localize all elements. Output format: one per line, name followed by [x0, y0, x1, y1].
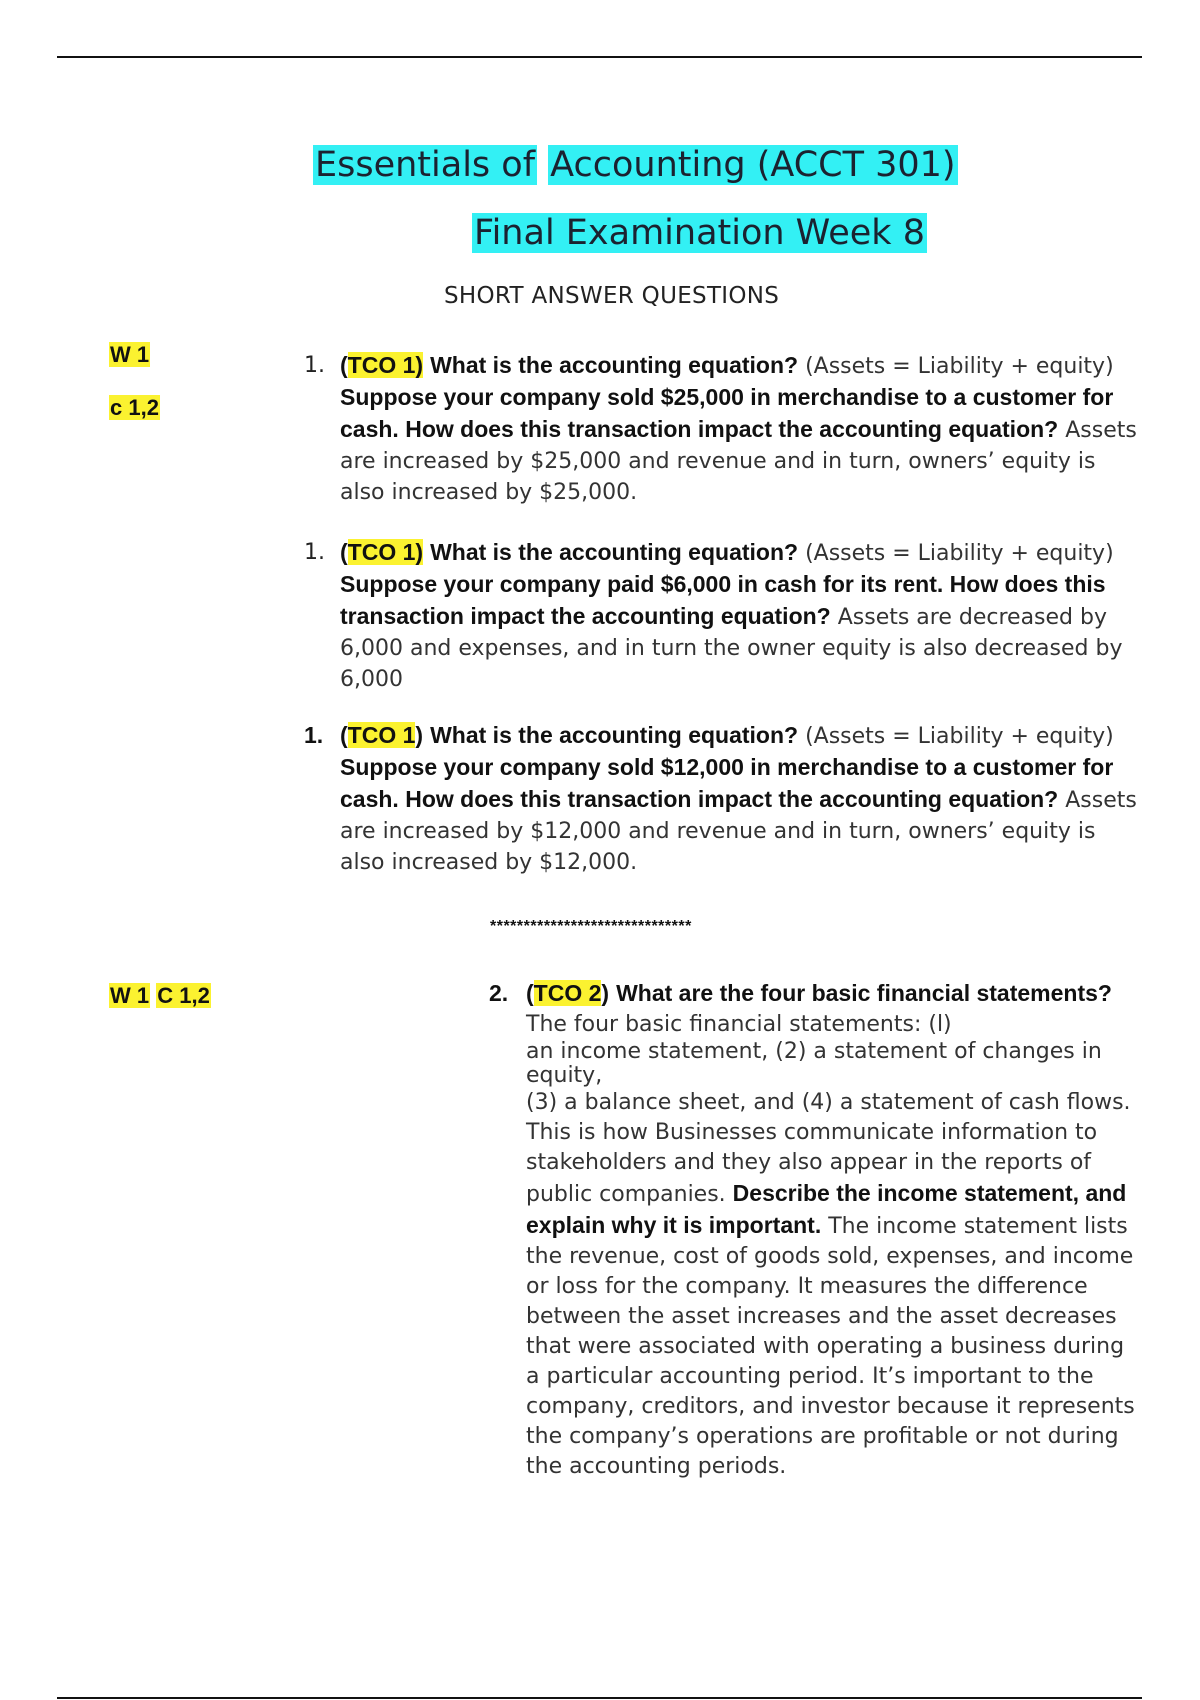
- tco-badge: TCO 2: [533, 980, 602, 1006]
- question-text: Describe the income statement, and explain why it is important.: [526, 1180, 1127, 1238]
- week-tag: W 1: [110, 342, 150, 367]
- answer-text: (3) a balance sheet, and (4) a statement of cash flows. This is how Businesses communicate information to stakeholders and they also appear in the reports of public companies.: [526, 1090, 1131, 1207]
- question-2: 2. (TCO 2) What are the four basic financial statements? The four basic financial statements: (l) an income statement, (2) a statement of changes in equity, (3) a balance sheet, and (4) a statement of cash flows. This is how Businesses communicate information to stakeholders and they also appear in the reports of public companies. Describe the income statement, and explain why it is important. The income statement lists the revenue, cost of goods sold, expenses, and income or loss for the company. It measures the difference between the asset increases and the asset decreases that were associated with operating a business during a particular accounting period. It’s important to the company, creditors, and investor because it represents the company’s operations are profitable or not during the accounting periods.: [489, 980, 1135, 1479]
- question-text: Suppose your company sold $12,000 in merchandise to a customer for cash. How does this transaction impact the accounting equation?: [340, 754, 1114, 812]
- answer-text: The four basic financial statements: (l): [526, 1012, 952, 1037]
- question-text: Suppose your company sold $25,000 in merchandise to a customer for cash. How does this transaction impact the accounting equation?: [340, 384, 1114, 442]
- question-1c: 1. (TCO 1) What is the accounting equation? (Assets = Liability + equity) Suppose your company sold $12,000 in merchandise to a customer for cash. How does this transaction impact the accounting equation? Assets are increased by $12,000 and revenue and in turn, owners’ equity is also increased by $12,000.: [304, 722, 1137, 875]
- title-part1: Essentials of: [315, 145, 536, 185]
- answer-text: Assets are decreased by 6,000 and expenses, and in turn the owner equity is also decreased by 6,000: [340, 605, 1123, 692]
- answer-text: Assets are increased by $12,000 and revenue and in turn, owners’ equity is also increased by $12,000.: [340, 788, 1137, 875]
- week-course-tag: W 1 C 1,2: [110, 983, 210, 1008]
- question-number: 1.: [304, 722, 324, 748]
- question-1b: 1. (TCO 1) What is the accounting equation? (Assets = Liability + equity) Suppose your company paid $6,000 in cash for its rent. How does this transaction impact the accounting equation? Assets are decreased by 6,000 and expenses, and in turn the owner equity is also decreased by 6,000: [304, 539, 1123, 692]
- title-part2: Accounting (ACCT 301): [550, 145, 956, 185]
- question-number: 1.: [304, 540, 325, 565]
- course-outcome-tag: c 1,2: [110, 395, 159, 420]
- document-title: [313, 144, 958, 186]
- section-heading: SHORT ANSWER QUESTIONS: [444, 283, 780, 309]
- answer-text: Assets are increased by $25,000 and revenue and in turn, owners’ equity is also increased by $25,000.: [340, 418, 1137, 505]
- question-number: 1.: [304, 353, 325, 378]
- section-separator: ******************************: [490, 918, 692, 935]
- tco-badge: TCO 1): [347, 539, 424, 565]
- question-text: Suppose your company paid $6,000 in cash for its rent. How does this transaction impact the accounting equation?: [340, 571, 1106, 629]
- answer-text: an income statement, (2) a statement of changes in equity,: [526, 1039, 1102, 1088]
- question-text: What is the accounting equation?: [430, 352, 799, 378]
- equation-text: (Assets = Liability + equity): [805, 541, 1114, 566]
- equation-text: (Assets = Liability + equity): [805, 354, 1114, 379]
- top-rule: [57, 56, 1142, 58]
- tco-badge: TCO 1): [347, 352, 424, 378]
- question-number: 2.: [489, 980, 509, 1006]
- title-line2: Final Examination Week 8: [474, 213, 925, 253]
- tco-badge: TCO 1: [347, 722, 416, 748]
- document-subtitle: [472, 212, 927, 254]
- question-text: What are the four basic financial statements?: [616, 980, 1112, 1006]
- equation-text: (Assets = Liability + equity): [805, 724, 1114, 749]
- question-1a: 1. (TCO 1) What is the accounting equation? (Assets = Liability + equity) Suppose your company sold $25,000 in merchandise to a customer for cash. How does this transaction impact the accounting equation? Assets are increased by $25,000 and revenue and in turn, owners’ equity is also increased by $25,000.: [304, 352, 1137, 505]
- bottom-rule: [57, 1697, 1142, 1699]
- answer-text: The income statement lists the revenue, cost of goods sold, expenses, and income or loss for the company. It measures the difference between the asset increases and the asset decreases that were associated with operating a business during a particular accounting period. It’s important to the company, creditors, and investor because it represents the company’s operations are profitable or not during the accounting periods.: [526, 1214, 1135, 1479]
- question-text: What is the accounting equation?: [430, 539, 799, 565]
- question-text: What is the accounting equation?: [430, 722, 799, 748]
